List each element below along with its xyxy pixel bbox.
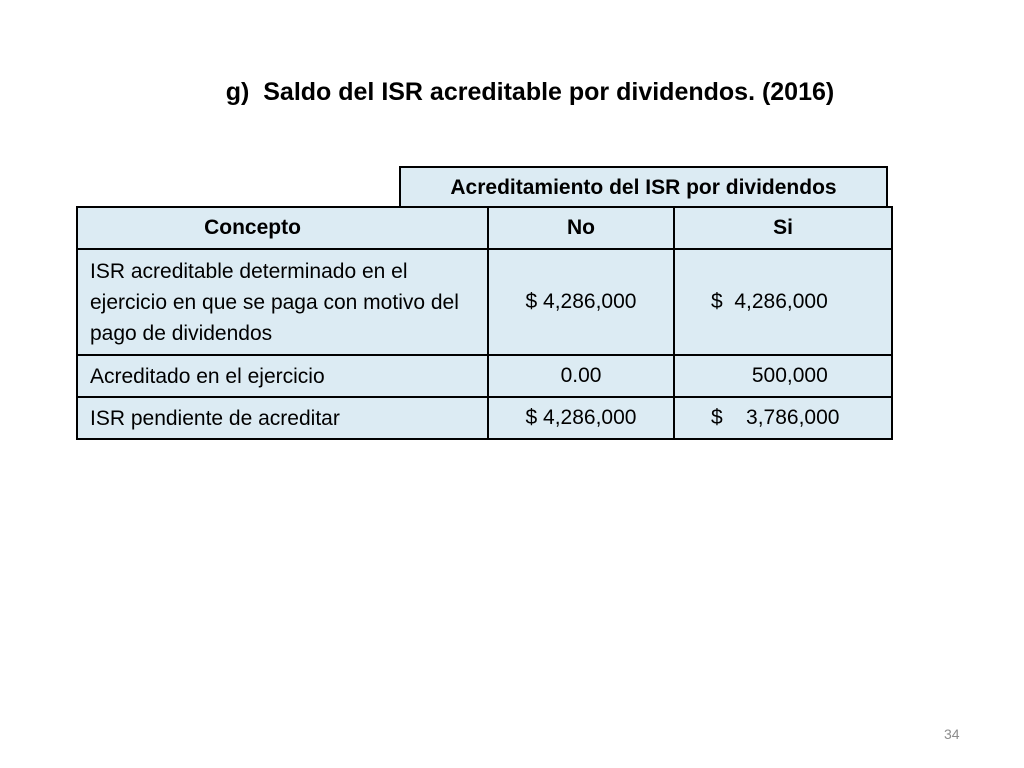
row-concept-cell: Acreditado en el ejercicio	[77, 355, 488, 397]
table-group-header: Acreditamiento del ISR por dividendos	[399, 166, 888, 206]
row-si-value-cell: $ 4,286,000	[674, 249, 892, 355]
column-header-concepto: Concepto	[77, 207, 488, 249]
row-si-value-cell: $ 3,786,000	[674, 397, 892, 439]
column-header-no: No	[488, 207, 674, 249]
table-row	[77, 249, 892, 355]
row-no-value-cell: $ 4,286,000	[488, 249, 674, 355]
slide-title: g) Saldo del ISR acreditable por dividendos. (2016)	[225, 78, 835, 106]
row-no-value-cell: $ 4,286,000	[488, 397, 674, 439]
row-no-value-cell: 0.00	[488, 355, 674, 397]
isr-table-container	[76, 206, 891, 440]
row-concept-cell: ISR pendiente de acreditar	[77, 397, 488, 439]
column-header-si: Si	[674, 207, 892, 249]
table-row	[77, 397, 892, 439]
isr-dividends-table	[76, 206, 893, 440]
page-number: 34	[944, 726, 960, 742]
table-row	[77, 355, 892, 397]
table-header-row	[77, 207, 892, 249]
row-si-value-cell: 500,000	[674, 355, 892, 397]
row-concept-cell: ISR acreditable determinado en el ejercicio en que se paga con motivo del pago de dividendos	[77, 249, 488, 355]
